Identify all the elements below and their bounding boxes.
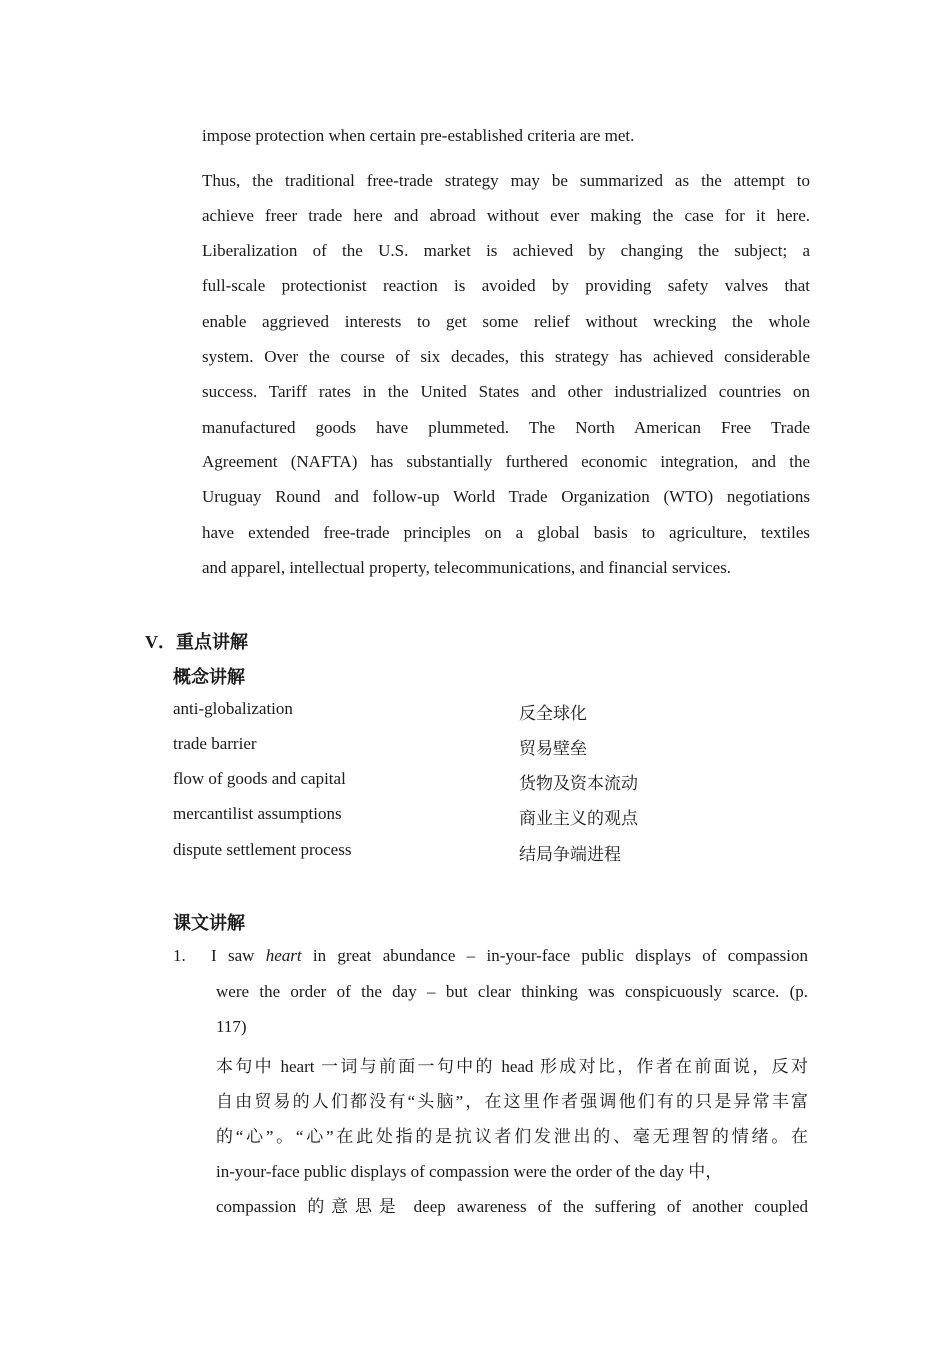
text-line: system. Over the course of six decades, this strategy has achieved considerable [202,347,810,366]
term-chinese: 货物及资本流动 [519,774,638,793]
item-first-line [211,946,808,966]
item-text: in great abundance – in-your-face public displays of compassion [301,946,808,965]
text-line: impose protection when certain pre-established criteria are met. [202,126,635,145]
term-row [173,734,673,760]
term-row [173,804,673,830]
text-line: have extended free-trade principles on a global basis to agriculture, textiles [202,523,810,542]
concepts-heading: 概念讲解 [173,667,245,687]
text-line: success. Tariff rates in the United States and other industrialized countries on [202,382,810,401]
term-english: mercantilist assumptions [173,804,342,823]
text-line: 自由贸易的人们都没有“头脑”，在这里作者强调他们有的只是异常丰富 [216,1092,808,1111]
item-text: I saw [211,946,266,965]
term-row [173,699,673,725]
text-line: compassion 的意思是 deep awareness of the suffering of another coupled [216,1197,808,1216]
text-line: Agreement (NAFTA) has substantially furthered economic integration, and the [202,452,810,471]
text-line: Liberalization of the U.S. market is achieved by changing the subject; a [202,241,810,260]
section-heading: V．重点讲解 [145,632,248,652]
text-line: and apparel, intellectual property, telecommunications, and financial services. [202,558,731,577]
term-english: flow of goods and capital [173,769,346,788]
text-line: enable aggrieved interests to get some relief without wrecking the whole [202,312,810,331]
text-line: achieve freer trade here and abroad without ever making the case for it here. [202,206,810,225]
text-line: were the order of the day – but clear thinking was conspicuously scarce. (p. [216,982,808,1001]
text-line: manufactured goods have plummeted. The North American Free Trade [202,418,810,437]
text-explanation-heading: 课文讲解 [173,913,245,933]
term-english: trade barrier [173,734,257,753]
text-line: in-your-face public displays of compassion were the order of the day 中， [216,1162,723,1181]
term-english: anti-globalization [173,699,293,718]
term-chinese: 结局争端进程 [519,845,621,864]
term-english: dispute settlement process [173,840,352,859]
text-line: full-scale protectionist reaction is avoided by providing safety valves that [202,276,810,295]
text-line: 的“心”。“心”在此处指的是抗议者们发泄出的、毫无理智的情绪。在 [216,1127,808,1146]
text-line: 117) [216,1017,247,1036]
item-number: 1. [173,946,186,965]
term-row [173,840,673,866]
term-chinese: 贸易壁垒 [519,739,587,758]
item-emphasis: heart [265,946,302,965]
term-row [173,769,673,795]
text-line: 本句中 heart 一词与前面一句中的 head 形成对比，作者在前面说，反对 [216,1057,808,1076]
term-chinese: 反全球化 [519,704,587,723]
term-chinese: 商业主义的观点 [519,809,638,828]
text-line: Thus, the traditional free-trade strategy may be summarized as the attempt to [202,171,810,190]
text-line: Uruguay Round and follow-up World Trade Organization (WTO) negotiations [202,487,810,506]
